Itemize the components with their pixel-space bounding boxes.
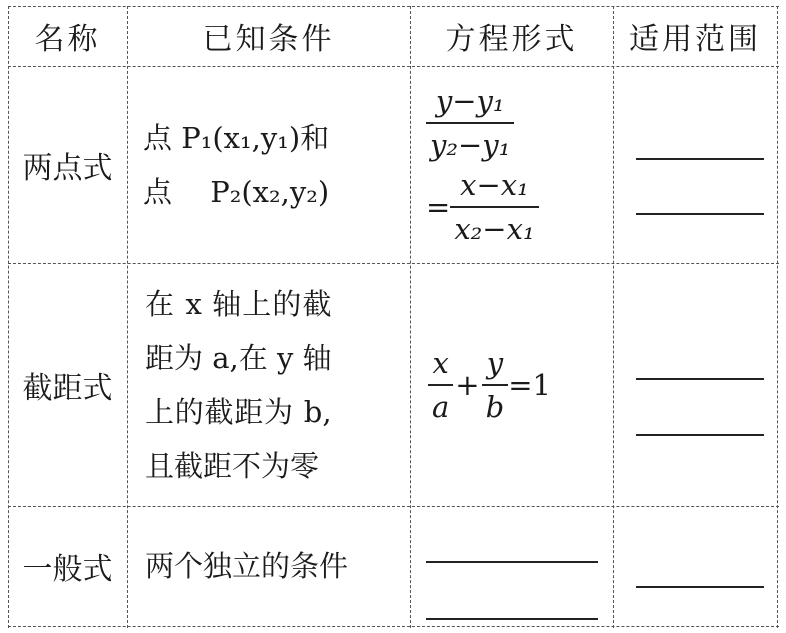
equation-two-point xyxy=(410,66,613,263)
table-border-bottom xyxy=(8,626,779,627)
row-name-intercept: 截距式 xyxy=(22,370,113,406)
equals-sign: = xyxy=(426,189,451,224)
header-name: 名称 xyxy=(34,22,101,57)
header-equation-form: 方程形式 xyxy=(445,22,578,57)
condition-line: 两个独立的条件 xyxy=(145,549,349,583)
equation-rhs xyxy=(426,168,539,246)
row-name-general: 一般式 xyxy=(22,552,113,587)
condition-line: 在 x 轴上的截 xyxy=(145,286,332,321)
header-scope: 适用范围 xyxy=(629,22,761,57)
answer-blank-equation[interactable] xyxy=(426,618,598,620)
condition-two-point xyxy=(143,66,398,263)
fraction-denominator: a xyxy=(432,389,450,424)
answer-blank-scope[interactable] xyxy=(636,158,764,160)
equation-intercept xyxy=(410,263,613,506)
answer-blank-equation[interactable] xyxy=(426,561,598,563)
table-border-right xyxy=(777,6,778,628)
equals-one: =1 xyxy=(508,367,551,402)
fraction-numerator: x xyxy=(432,345,449,380)
lhs-numerator: y−y₁ xyxy=(435,83,505,118)
column-divider xyxy=(127,6,128,628)
lhs-denominator: y₂−y₁ xyxy=(430,127,511,162)
rhs-numerator: x−x₁ xyxy=(460,167,529,202)
column-divider xyxy=(613,6,614,628)
condition-line: 点 P₁(x₁,y₁)和 xyxy=(143,120,330,155)
x-over-a-fraction xyxy=(428,346,453,424)
condition-line: 上的截距为 b, xyxy=(145,394,332,429)
equation-lhs-fraction xyxy=(426,84,514,162)
condition-line: 点 P₂(x₂,y₂) xyxy=(143,174,330,209)
line-equation-table xyxy=(8,6,779,628)
condition-intercept xyxy=(145,263,393,506)
equation-rhs-fraction xyxy=(450,168,538,246)
header-condition: 已知条件 xyxy=(202,22,335,57)
plus-sign: + xyxy=(455,367,480,402)
answer-blank-scope[interactable] xyxy=(636,378,764,380)
rhs-denominator: x₂−x₁ xyxy=(454,211,535,246)
y-over-b-fraction xyxy=(482,346,509,424)
fraction-numerator: y xyxy=(486,345,504,380)
condition-general xyxy=(145,506,400,626)
answer-blank-scope[interactable] xyxy=(636,213,764,215)
row-name-two-point: 两点式 xyxy=(22,150,113,186)
answer-blank-scope[interactable] xyxy=(636,586,764,588)
fraction-denominator: b xyxy=(485,389,505,424)
condition-line: 距为 a,在 y 轴 xyxy=(145,340,332,375)
condition-line: 且截距不为零 xyxy=(145,448,320,483)
answer-blank-scope[interactable] xyxy=(636,434,764,436)
